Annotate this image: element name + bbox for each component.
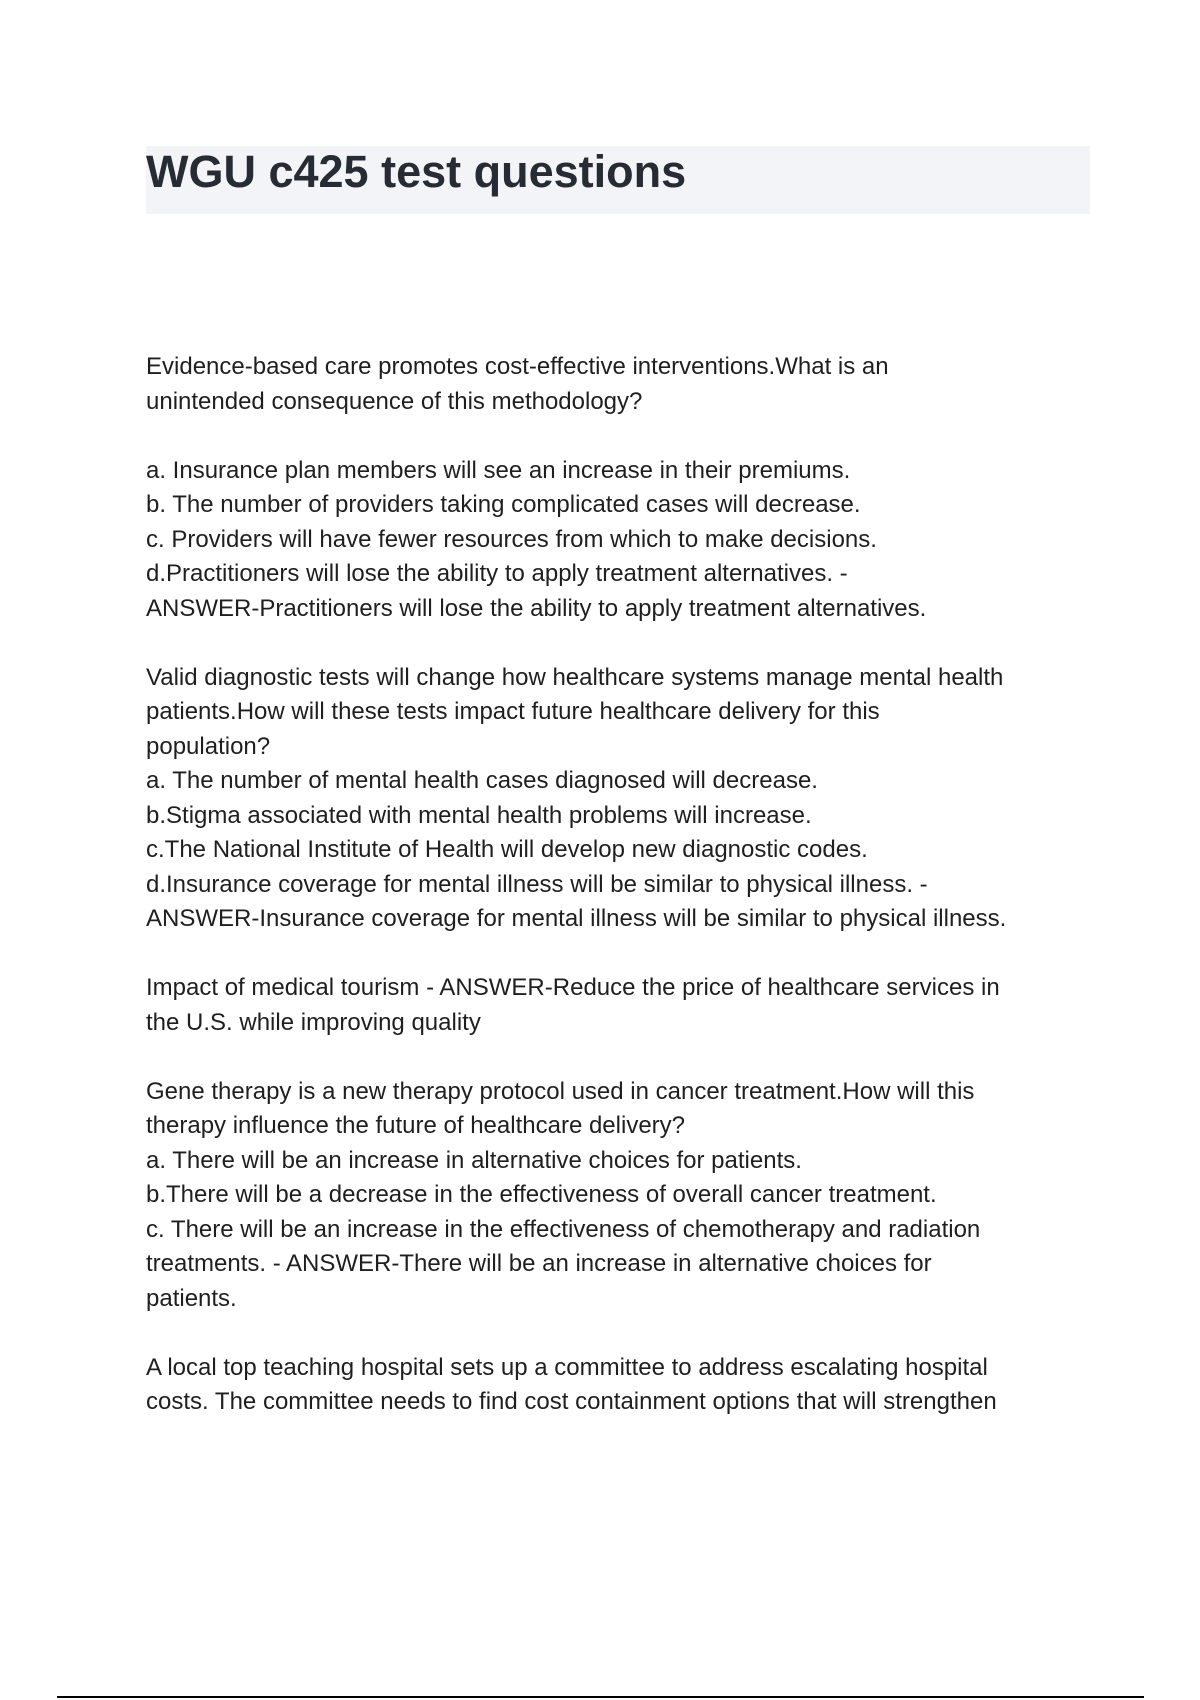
answer-key: ANSWER-Insurance coverage for mental illness will be similar to physical illness. <box>146 905 1007 932</box>
question-text-line: population? <box>146 732 271 760</box>
answer-option: c. Providers will have fewer resources from which to make decisions. <box>146 525 877 553</box>
question-block-2 <box>146 661 1096 937</box>
answer-option: b.There will be a decrease in the effectiveness of overall cancer treatment. <box>146 1181 937 1208</box>
title-banner <box>146 146 1090 214</box>
answer-option: b. The number of providers taking complicated cases will decrease. <box>146 491 861 518</box>
question-text-line: unintended consequence of this methodology? <box>146 387 643 415</box>
document-body <box>146 350 1096 1454</box>
question-block-1 <box>146 350 1096 626</box>
answer-option: a. The number of mental health cases diagnosed will decrease. <box>146 767 818 794</box>
question-block-3 <box>146 971 1096 1040</box>
answer-option: c.The National Institute of Health will develop new diagnostic codes. <box>146 836 868 863</box>
question-text-line: Valid diagnostic tests will change how healthcare systems manage mental health <box>146 663 1004 691</box>
question-text-line: Gene therapy is a new therapy protocol used in cancer treatment.How will this <box>146 1077 975 1105</box>
question-text-line: patients.How will these tests impact future healthcare delivery for this <box>146 698 880 725</box>
page-title: WGU c425 test questions <box>146 146 687 197</box>
question-text-line: Impact of medical tourism - ANSWER-Reduce the price of healthcare services in <box>146 974 1000 1001</box>
answer-option: a. Insurance plan members will see an increase in their premiums. <box>146 456 851 484</box>
question-text-line: therapy influence the future of healthcare delivery? <box>146 1112 686 1139</box>
answer-key: treatments. - ANSWER-There will be an increase in alternative choices for <box>146 1250 932 1277</box>
answer-option: b.Stigma associated with mental health problems will increase. <box>146 801 812 829</box>
answer-option: d.Insurance coverage for mental illness will be similar to physical illness. - <box>146 870 928 898</box>
question-text-line: costs. The committee needs to find cost containment options that will strengthen <box>146 1388 997 1415</box>
question-block-4 <box>146 1075 1096 1317</box>
answer-option: d.Practitioners will lose the ability to apply treatment alternatives. - <box>146 560 848 587</box>
answer-key: patients. <box>146 1284 237 1312</box>
answer-option: a. There will be an increase in alternative choices for patients. <box>146 1146 802 1174</box>
footer-divider <box>57 1696 1144 1698</box>
question-block-5 <box>146 1351 1096 1420</box>
question-text-line: the U.S. while improving quality <box>146 1008 481 1036</box>
answer-option: c. There will be an increase in the effectiveness of chemotherapy and radiation <box>146 1215 981 1243</box>
question-text-line: Evidence-based care promotes cost-effective interventions.What is an <box>146 353 889 380</box>
answer-key: ANSWER-Practitioners will lose the ability to apply treatment alternatives. <box>146 594 927 622</box>
question-text-line: A local top teaching hospital sets up a committee to address escalating hospital <box>146 1353 988 1381</box>
